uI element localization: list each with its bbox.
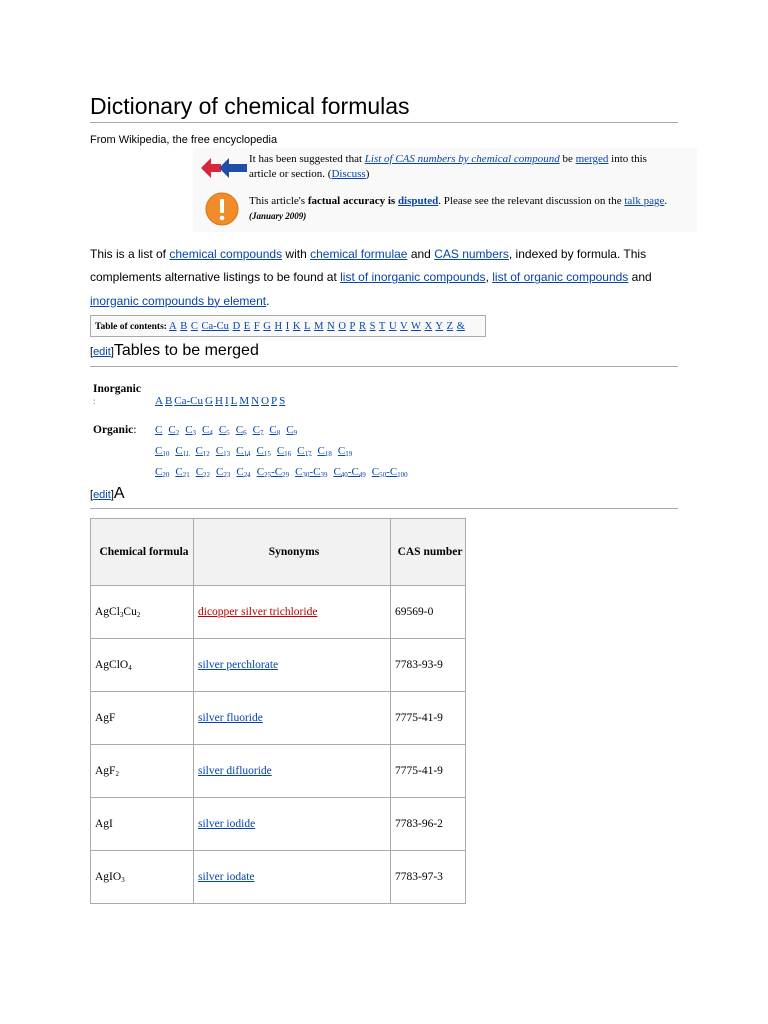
intro-paragraph (90, 243, 670, 313)
organic-links-line-2 (155, 445, 358, 458)
accuracy-date: (January 2009) (249, 211, 307, 221)
organic-link-subscript: 9 (293, 429, 298, 437)
table-body (91, 586, 466, 904)
organic-colon: : (133, 424, 137, 436)
intro-text: . (266, 293, 270, 308)
organic-link-c5[interactable]: $C_5$ (218, 424, 230, 437)
cas-number-cell: 7783-97-3 (391, 851, 466, 904)
formula-subscript: 2 (115, 769, 119, 778)
organic-link-subscript: 20 (162, 471, 170, 479)
table-row (91, 586, 466, 639)
toc-item-o[interactable]: O (338, 321, 346, 332)
toc-item-g[interactable]: G (263, 321, 271, 332)
accuracy-text: . Please see the relevant discussion on the (438, 195, 625, 207)
organic-link-subscript: 50 (379, 471, 387, 479)
organic-link-c13[interactable]: $C_{13}$ (215, 445, 231, 458)
organic-link-subscript: 24 (243, 471, 251, 479)
toc-item-t[interactable]: T (378, 321, 386, 332)
synonym-link[interactable]: dicopper silver trichloride (198, 606, 318, 618)
synonym-link[interactable]: silver difluoride (198, 765, 272, 777)
organic-link-c30-c39[interactable]: $C_{30}-C_{39}$ (295, 466, 328, 479)
intro-text: , (485, 270, 493, 285)
toc-item-e[interactable]: E (243, 321, 251, 332)
cas-numbers-link[interactable]: CAS numbers (434, 247, 509, 261)
synonym-cell (194, 745, 391, 798)
merge-arrow-icon (201, 157, 247, 179)
organic-link-subscript: 19 (345, 450, 353, 458)
toc-item-l[interactable]: L (304, 321, 311, 332)
table-row (91, 639, 466, 692)
organic-link-c22[interactable]: $C_{22}$ (195, 466, 211, 479)
organic-link-subscript: 29 (282, 471, 290, 479)
organic-link-subscript: 22 (203, 471, 211, 479)
toc-item-c[interactable]: C (190, 321, 198, 332)
accuracy-notice (193, 188, 697, 232)
inorganic-link-s[interactable]: S (279, 395, 286, 407)
synonym-cell (194, 851, 391, 904)
organic-link-subscript: 40 (340, 471, 348, 479)
toc-item-h[interactable]: H (274, 321, 283, 332)
cas-table (90, 518, 466, 904)
synonym-cell (194, 692, 391, 745)
formula-subscript: 4 (128, 663, 132, 672)
accuracy-notice-text (249, 194, 669, 224)
formula-cell: AgClO$_4$ (91, 639, 194, 692)
disputed-link[interactable]: disputed (397, 195, 439, 207)
discuss-link[interactable]: Discuss (331, 168, 366, 180)
organic-link-c25-c29[interactable]: $C_{25}-C_{29}$ (256, 466, 290, 479)
organic-link-c1[interactable]: C (155, 424, 163, 436)
toc-item-s[interactable]: S (369, 321, 376, 332)
organic-link-subscript: 23 (223, 471, 231, 479)
merge-notice-text (249, 152, 669, 182)
toc-item-m[interactable]: M (314, 321, 324, 332)
inorganic-links (155, 395, 287, 407)
merge-text: into this article or section. ( (249, 153, 647, 180)
merge-text: ) (365, 168, 370, 180)
section-heading-a (90, 485, 678, 509)
organic-link-c16[interactable]: $C_{16}$ (276, 445, 292, 458)
cas-number-cell: 7775-41-9 (391, 745, 466, 798)
organic-link-c14[interactable]: $C_{14}$ (236, 445, 251, 458)
organic-link-c8[interactable]: $C_8$ (269, 424, 281, 437)
section-heading-tables-to-be-merged (90, 342, 678, 367)
inorganic-label-text: Inorganic (93, 383, 141, 395)
table-row (91, 692, 466, 745)
organic-link-subscript: 6 (243, 429, 247, 437)
inorganic-link-m[interactable]: M (239, 395, 250, 407)
table-row (91, 798, 466, 851)
inorganic-link-b[interactable]: B (164, 395, 173, 407)
organic-link-c21[interactable]: $C_{21}$ (175, 466, 190, 479)
inorganic-by-element-link[interactable]: inorganic compounds by element (90, 293, 267, 308)
inorganic-link-g[interactable]: G (205, 395, 213, 407)
toc-item-x[interactable]: X (424, 321, 433, 332)
chemical-formulae-link[interactable]: chemical formulae (310, 247, 408, 261)
organic-link-c17[interactable]: $C_{17}$ (297, 445, 312, 458)
edit-link[interactable]: edit (93, 489, 111, 501)
page-title: Dictionary of chemical formulas (90, 91, 678, 123)
organic-link-c50-c100[interactable]: $C_{50}-C_{100}$ (371, 466, 408, 479)
organic-link-subscript: 30 (302, 471, 310, 479)
toc-items (169, 321, 466, 332)
toc-item-ca-cu[interactable]: Ca-Cu (201, 321, 229, 332)
organic-link-subscript: 14 (243, 450, 251, 458)
accuracy-bold: factual accuracy is (307, 195, 398, 207)
organic-link-subscript: 8 (276, 429, 281, 437)
accuracy-text: . (664, 195, 668, 207)
formula-subscript: 2 (136, 610, 141, 619)
edit-link[interactable]: edit (93, 346, 111, 358)
formula-cell: AgI (91, 798, 194, 851)
toc-item-w[interactable]: W (411, 321, 421, 332)
table-row (91, 745, 466, 798)
organic-link-c7[interactable]: $C_7$ (252, 424, 264, 437)
organic-links-line-3 (155, 466, 414, 479)
toc-item-k[interactable]: K (292, 321, 301, 332)
toc-item-y[interactable]: Y (435, 321, 444, 332)
organic-link-subscript: 39 (320, 471, 328, 479)
synonym-link[interactable]: silver iodate (198, 871, 255, 883)
inorganic-link-l[interactable]: L (230, 395, 238, 407)
intro-text: with (282, 247, 311, 261)
synonym-link[interactable]: silver perchlorate (198, 659, 279, 671)
table-header-row (91, 519, 466, 586)
intro-text: , indexed by formula. This complements alternative listings to be found at (90, 247, 647, 285)
organic-link-c2[interactable]: $C_2$ (168, 424, 180, 437)
warning-icon (205, 192, 239, 226)
inorganic-link-n[interactable]: N (251, 395, 260, 407)
organic-link-c15[interactable]: $C_{15}$ (256, 445, 271, 458)
organic-link-c11[interactable]: $C_{11}$ (175, 445, 190, 458)
organic-link-c40-c49[interactable]: $C_{40}-C_{49}$ (333, 466, 366, 479)
organic-link-subscript: 4 (209, 429, 213, 437)
inorganic-link-i[interactable]: I (224, 395, 229, 407)
toc-item-r[interactable]: R (359, 321, 367, 332)
merged-link[interactable]: merged (575, 153, 609, 165)
organic-link-c23[interactable]: $C_{23}$ (216, 466, 231, 479)
toc-item-d[interactable]: D (232, 321, 241, 332)
organic-link-c3[interactable]: $C_3$ (185, 424, 197, 437)
organic-link-subscript: 25 (264, 471, 272, 479)
toc-item-p[interactable]: P (349, 321, 356, 332)
organic-link-c20[interactable]: $C_{20}$ (155, 466, 170, 479)
toc-label: Table of contents: (95, 322, 167, 332)
table-row (91, 851, 466, 904)
toc-item-z[interactable]: Z (446, 321, 454, 332)
toc-item-&[interactable]: & (456, 321, 465, 332)
toc-item-v[interactable]: V (400, 321, 408, 332)
organic-link-subscript: 11 (182, 450, 190, 458)
organic-link-c6[interactable]: $C_6$ (235, 424, 247, 437)
organic-link-subscript: 5 (226, 429, 230, 437)
toc-item-f[interactable]: F (253, 321, 260, 332)
formula-cell: AgF (91, 692, 194, 745)
cas-number-cell: 7775-41-9 (391, 692, 466, 745)
header-synonyms: Synonyms (194, 519, 391, 586)
inorganic-link-a[interactable]: A (155, 395, 163, 407)
table-of-contents (90, 315, 486, 337)
organic-link-c4[interactable]: $C_4$ (202, 424, 213, 437)
cas-number-cell: 7783-96-2 (391, 798, 466, 851)
organic-link-subscript: 16 (284, 450, 292, 458)
inorganic-link-p[interactable]: P (271, 395, 278, 407)
synonym-cell (194, 639, 391, 692)
formula-subscript: 3 (121, 875, 125, 884)
merge-text: be (559, 153, 576, 165)
section-title: A (113, 485, 125, 502)
organic-link-c12[interactable]: $C_{12}$ (195, 445, 210, 458)
toc-item-i[interactable]: I (285, 321, 290, 332)
organic-link-c9[interactable]: $C_9$ (286, 424, 298, 437)
toc-item-a[interactable]: A (169, 321, 177, 332)
header-cas-number: CAS number (391, 519, 466, 586)
merge-target-link[interactable]: List of CAS numbers by chemical compound (364, 153, 560, 165)
chemical-compounds-link[interactable]: chemical compounds (169, 247, 283, 261)
organic-link-c10[interactable]: $C_{10}$ (155, 445, 170, 458)
intro-text: and (407, 247, 435, 261)
organic-link-subscript: 13 (223, 450, 231, 458)
organic-link-subscript: 3 (192, 429, 197, 437)
organic-link-subscript: 7 (259, 429, 264, 437)
inorganic-colon: : (93, 396, 96, 406)
merge-text: It has been suggested that (249, 153, 365, 165)
synonym-cell (194, 586, 391, 639)
organic-link-subscript: 10 (162, 450, 170, 458)
formula-cell: AgIO$_3$ (91, 851, 194, 904)
synonym-link[interactable]: silver fluoride (198, 712, 263, 724)
cas-number-cell: 7783-93-9 (391, 639, 466, 692)
intro-text: This is a list of (90, 247, 170, 261)
tagline: From Wikipedia, the free encyclopedia (90, 134, 278, 146)
organic-link-c24[interactable]: $C_{24}$ (236, 466, 251, 479)
edit-link-wrapper: [edit] (90, 346, 114, 358)
inorganic-label (93, 383, 141, 407)
organic-label-text: Organic (93, 424, 134, 436)
edit-link-wrapper: [edit] (90, 489, 114, 501)
organic-link-subscript: 100 (397, 471, 408, 479)
accuracy-text: This article's (249, 195, 308, 207)
organic-link-c18[interactable]: $C_{18}$ (317, 445, 332, 458)
organic-label (93, 424, 136, 436)
organic-link-c19[interactable]: $C_{19}$ (337, 445, 353, 458)
organic-link-subscript: 12 (202, 450, 210, 458)
header-chemical-formula: Chemical formula (91, 519, 194, 586)
organic-link-subscript: 49 (358, 471, 366, 479)
inorganic-list-link[interactable]: list of inorganic compounds (340, 270, 486, 285)
toc-item-n[interactable]: N (327, 321, 335, 332)
organic-links-line-1 (155, 424, 303, 437)
inorganic-link-h[interactable]: H (214, 395, 223, 407)
formula-cell: AgF$_2$ (91, 745, 194, 798)
organic-link-subscript: 2 (175, 429, 180, 437)
cas-number-cell: 69569-0 (391, 586, 466, 639)
toc-item-b[interactable]: B (180, 321, 188, 332)
organic-link-subscript: 17 (304, 450, 312, 458)
organic-link-subscript: 21 (182, 471, 190, 479)
organic-link-subscript: 15 (263, 450, 271, 458)
inorganic-link-ca-cu[interactable]: Ca-Cu (174, 395, 204, 407)
toc-item-u[interactable]: U (388, 321, 397, 332)
section-title: Tables to be merged (113, 342, 259, 359)
synonym-link[interactable]: silver iodide (198, 818, 256, 830)
merge-notice (193, 148, 697, 188)
synonym-cell (194, 798, 391, 851)
formula-subscript: 3 (119, 610, 124, 619)
inorganic-link-o[interactable]: O (261, 395, 270, 407)
talk-page-link[interactable]: talk page (624, 195, 665, 207)
intro-text: and (628, 270, 652, 285)
organic-list-link[interactable]: list of organic compounds (492, 270, 629, 285)
formula-cell: $AgCl_3Cu_2$ (91, 586, 194, 639)
organic-link-subscript: 18 (324, 450, 332, 458)
